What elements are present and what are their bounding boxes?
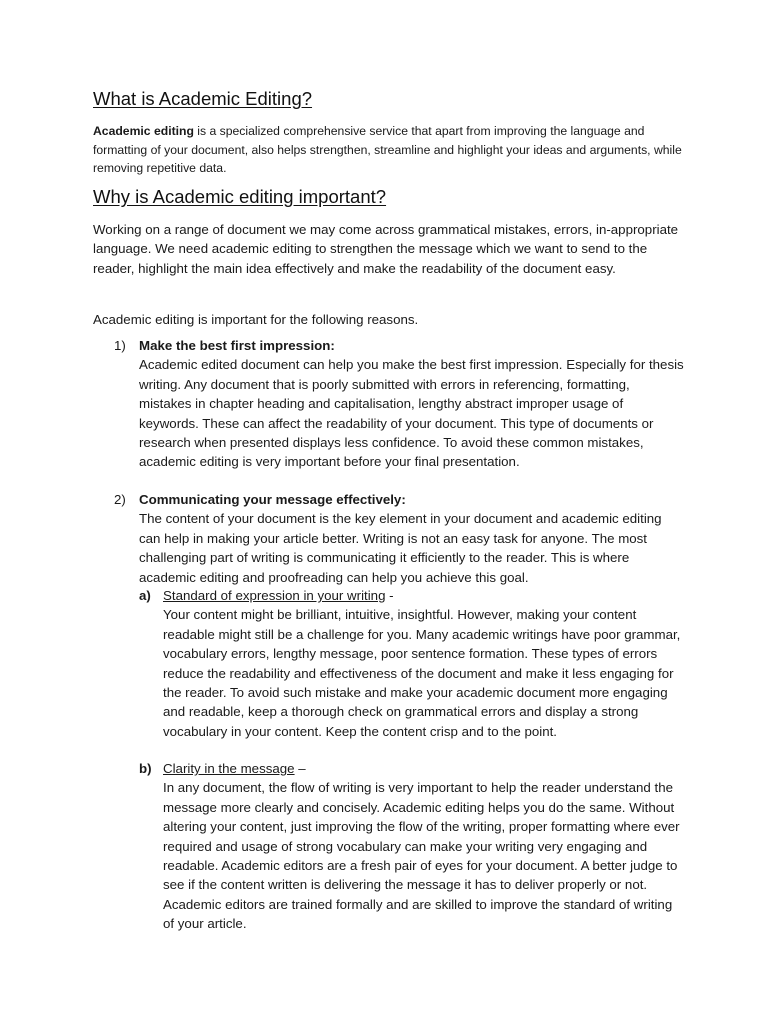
- sub-item-title: [163, 759, 306, 778]
- sub-item-body: Your content might be brilliant, intuitive, insightful. However, making your content readable might still be a challenge for you. Many academic writings have poor grammar, vocabulary errors, lengthy message, poor sentence formation. These types of errors reduce the readability and effectiveness of the document and make it less engaging for the reader. To avoid such mistake and make your academic document more engaging and readable, keep a thorough check on grammatical errors and display a strong vocabulary in your content. Keep the content crisp and to the point.: [163, 607, 681, 739]
- paragraph-reasons: Academic editing is important for the following reasons.: [93, 312, 419, 327]
- sub-item-title-suffix: –: [294, 761, 306, 776]
- heading-why-important: Why is Academic editing important?: [93, 186, 387, 207]
- sub-item-letter: b): [139, 761, 152, 776]
- list-number: 2): [114, 492, 126, 507]
- sub-item-title-underlined: Standard of expression in your writing: [163, 588, 386, 603]
- sub-item-title: [163, 586, 394, 605]
- list-item-body: The content of your document is the key element in your document and academic editing can help in making your article better. Writing is not an easy task for anyone. The most challenging part of writing is communicating it efficiently to the reader. This is where academic editing and proofreading can help you achieve this goal.: [139, 511, 662, 585]
- paragraph-working: Working on a range of document we may come across grammatical mistakes, errors, in-appropriate language. We need academic editing to strengthen the message which we want to send to the reader, highlight the main idea effectively and make the readability of the document easy.: [93, 222, 679, 276]
- intro-bold-lead: Academic editing: [93, 124, 194, 138]
- list-item-body: Academic edited document can help you make the best first impression. Especially for thesis writing. Any document that is poorly submitted with errors in referencing, formatting, mistakes in chapter heading and capitalisation, lengthy abstract improper usage of keywords. These can affect the readability of your document. This type of documents or research when presented displays less confidence. To avoid these common mistakes, academic editing is very important before your final presentation.: [139, 357, 684, 470]
- sub-item-letter: a): [139, 588, 151, 603]
- heading-what-is-academic-editing: What is Academic Editing?: [93, 88, 313, 109]
- list-item-title: Communicating your message effectively:: [139, 492, 406, 507]
- list-number: 1): [114, 338, 126, 353]
- sub-item-body: In any document, the flow of writing is very important to help the reader understand the message more clearly and concisely. Academic editing helps you do the same. Without altering your content, just improving the flow of the writing, proper formatting where ever required and usage of strong vocabulary can make your writing very engaging and readable. Academic editors are a fresh pair of eyes for your document. A better judge to see if the content written is delivering the message it has to deliver properly or not. Academic editors are trained formally and are skilled to improve the standard of writing of your article.: [163, 780, 680, 932]
- list-item-title: Make the best first impression:: [139, 338, 335, 353]
- intro-paragraph: [93, 122, 683, 178]
- sub-item-title-underlined: Clarity in the message: [163, 761, 295, 776]
- sub-item-title-suffix: -: [385, 588, 394, 603]
- intro-text: is a specialized comprehensive service that apart from improving the language and formatting of your document, also helps strengthen, streamline and highlight your ideas and arguments, while removing repetitive data.: [93, 124, 682, 175]
